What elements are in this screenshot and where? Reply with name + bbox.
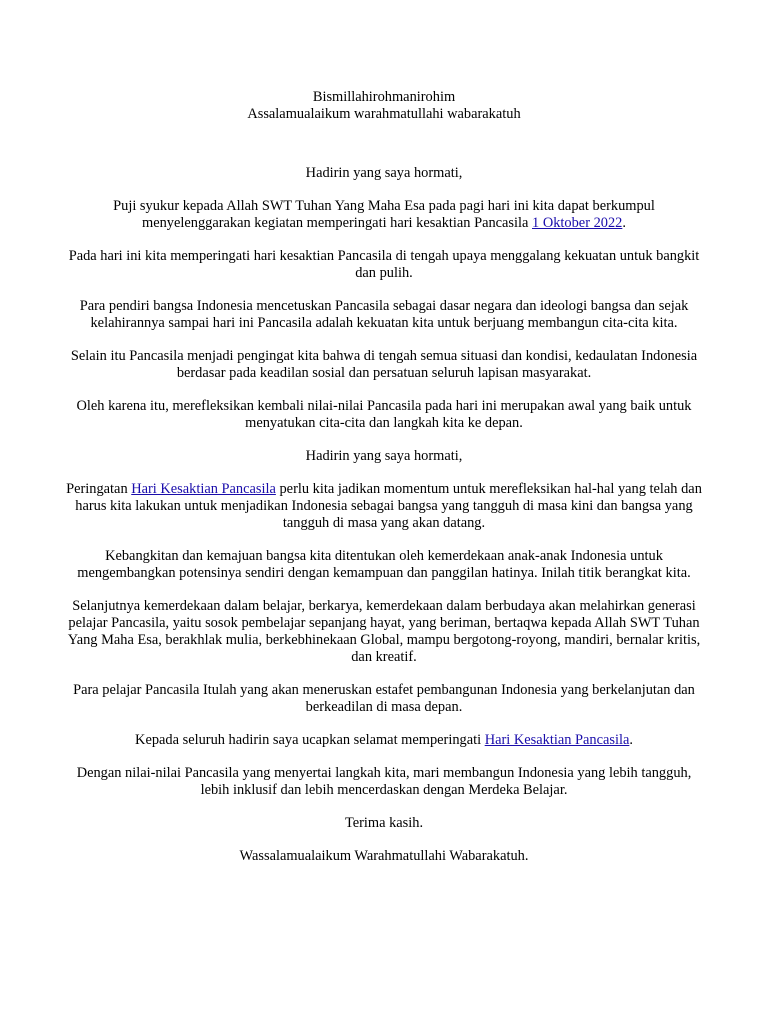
paragraph-9: Para pelajar Pancasila Itulah yang akan meneruskan estafet pembangunan Indonesia yang berkelanjutan dan berkeadilan di masa depan. — [73, 682, 695, 715]
date-link[interactable]: 1 Oktober 2022 — [532, 215, 623, 231]
closing-salutation: Wassalamualaikum Warahmatullahi Wabarakatuh. — [239, 848, 529, 864]
paragraph-10 — [66, 732, 702, 749]
paragraph-10-text: Kepada seluruh hadirin saya ucapkan selamat memperingati — [135, 732, 485, 748]
paragraph-1-end: . — [622, 215, 626, 231]
greeting-line: Hadirin yang saya hormati, — [305, 165, 463, 181]
document-body — [66, 89, 702, 881]
salam-line: Assalamualaikum warahmatullahi wabarakatuh — [247, 106, 521, 122]
basmalah-line: Bismillahirohmanirohim — [312, 89, 456, 105]
thanks-line: Terima kasih. — [344, 815, 424, 831]
paragraph-4: Selain itu Pancasila menjadi pengingat kita bahwa di tengah semua situasi dan kondisi, kedaulatan Indonesia berdasar pada keadilan sosial dan persatuan seluruh lapisan masyarakat. — [70, 348, 698, 381]
opening-salutation — [66, 89, 702, 123]
paragraph-6-start: Peringatan — [66, 481, 132, 497]
paragraph-5: Oleh karena itu, merefleksikan kembali nilai-nilai Pancasila pada hari ini merupakan awal yang baik untuk menyatukan cita-cita dan langkah kita ke depan. — [76, 398, 692, 431]
paragraph-1-text: Puji syukur kepada Allah SWT Tuhan Yang Maha Esa pada pagi hari ini kita dapat berkumpul menyelenggarakan kegiatan memperingati hari kesaktian Pancasila — [113, 198, 655, 231]
hari-kesaktian-link-2[interactable]: Hari Kesaktian Pancasila — [484, 732, 630, 748]
paragraph-6 — [66, 481, 702, 532]
paragraph-11: Dengan nilai-nilai Pancasila yang menyertai langkah kita, mari membangun Indonesia yang lebih tangguh, lebih inklusif dan lebih mencerdaskan dengan Merdeka Belajar. — [76, 765, 692, 798]
paragraph-10-end: . — [629, 732, 633, 748]
paragraph-6-text: perlu kita jadikan momentum untuk merefleksikan hal-hal yang telah dan harus kita lakukan untuk menjadikan Indonesia sebagai bangsa yang tangguh di masa kini dan bangsa yang tangguh di masa yang akan datang. — [75, 481, 702, 531]
paragraph-2: Pada hari ini kita memperingati hari kesaktian Pancasila di tengah upaya menggalang kekuatan untuk bangkit dan pulih. — [68, 248, 700, 281]
paragraph-7: Kebangkitan dan kemajuan bangsa kita ditentukan oleh kemerdekaan anak-anak Indonesia untuk mengembangkan potensinya sendiri dengan kemampuan dan panggilan hatinya. Inilah titik berangkat kita. — [77, 548, 691, 581]
paragraph-3: Para pendiri bangsa Indonesia mencetuskan Pancasila sebagai dasar negara dan ideologi bangsa dan sejak kelahirannya sampai hari ini Pancasila adalah kekuatan kita untuk berjuang membangun cita-cita kita. — [79, 298, 689, 331]
paragraph-1 — [66, 198, 702, 232]
hari-kesaktian-link[interactable]: Hari Kesaktian Pancasila — [131, 481, 276, 497]
greeting-line-2: Hadirin yang saya hormati, — [305, 448, 463, 464]
paragraph-8: Selanjutnya kemerdekaan dalam belajar, berkarya, kemerdekaan dalam berbudaya akan melahirkan generasi pelajar Pancasila, yaitu sosok pembelajar sepanjang hayat, yang beriman, bertaqwa kepada Allah SWT Tuhan Yang Maha Esa, berakhlak mulia, berkebhinekaan Global, mampu bergotong-royong, mandiri, bernalar kritis, dan kreatif. — [67, 598, 701, 665]
